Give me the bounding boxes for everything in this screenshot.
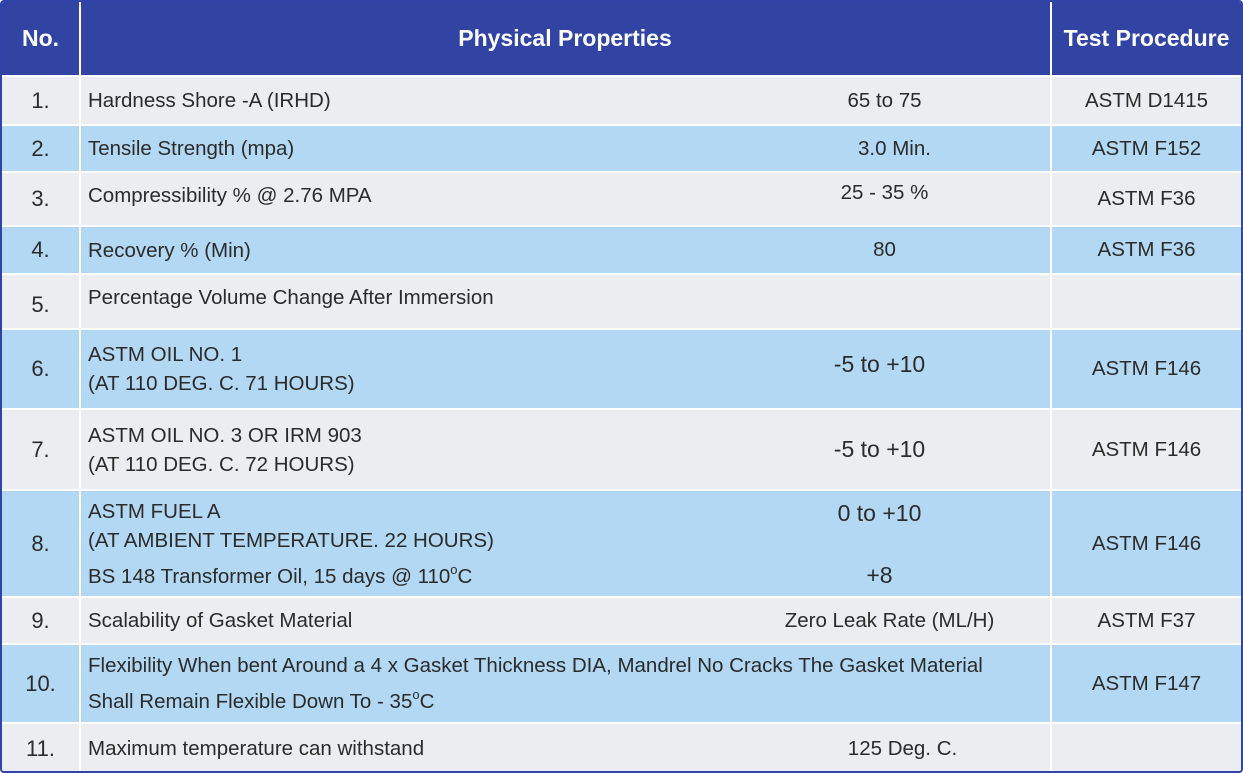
column-divider bbox=[79, 2, 81, 771]
property-line: ASTM FUEL A bbox=[88, 499, 221, 523]
property-line: (AT 110 DEG. C. 72 HOURS) bbox=[88, 452, 355, 476]
property-value-group bbox=[737, 491, 1022, 596]
test-procedure: ASTM F146 bbox=[1091, 357, 1202, 380]
table-row bbox=[2, 330, 1241, 408]
property-value: 25 - 35 % bbox=[840, 181, 929, 204]
property-line: (AT AMBIENT TEMPERATURE. 22 HOURS) bbox=[88, 528, 494, 552]
test-procedure: ASTM F146 bbox=[1091, 437, 1202, 461]
table-row bbox=[2, 645, 1241, 722]
property-value: 80 bbox=[873, 238, 896, 261]
header-physical-properties: Physical Properties bbox=[458, 25, 672, 51]
property-name: Recovery % (Min) bbox=[88, 238, 251, 262]
header-test-procedure: Test Procedure bbox=[1063, 25, 1230, 51]
table-row bbox=[2, 173, 1241, 225]
table-row bbox=[2, 126, 1241, 171]
row-number: 11. bbox=[26, 735, 55, 761]
table-row bbox=[2, 410, 1241, 489]
property-value: 125 Deg. C. bbox=[847, 736, 958, 760]
property-name: Compressibility % @ 2.76 MPA bbox=[88, 184, 372, 207]
row-number: 6. bbox=[31, 356, 50, 381]
property-name bbox=[81, 645, 1051, 722]
row-number: 9. bbox=[31, 607, 50, 633]
table-row bbox=[2, 598, 1241, 643]
property-value: -5 to +10 bbox=[833, 436, 926, 462]
test-procedure: ASTM D1415 bbox=[1084, 88, 1209, 112]
test-procedure: ASTM F37 bbox=[1097, 608, 1196, 632]
test-procedure: ASTM F146 bbox=[1091, 531, 1202, 555]
property-name: Tensile Strength (mpa) bbox=[88, 137, 295, 160]
header-no: No. bbox=[21, 25, 60, 51]
property-line: (AT 110 DEG. C. 71 HOURS) bbox=[88, 372, 355, 395]
property-name: Maximum temperature can withstand bbox=[88, 737, 425, 760]
test-procedure: ASTM F36 bbox=[1097, 187, 1196, 210]
table-row bbox=[2, 77, 1241, 124]
row-number: 2. bbox=[31, 135, 50, 161]
column-divider bbox=[1050, 2, 1052, 771]
test-procedure: ASTM F152 bbox=[1091, 136, 1202, 160]
property-line: BS 148 Transformer Oil, 15 days @ 110$^o$C bbox=[88, 561, 473, 588]
row-number: 8. bbox=[31, 530, 50, 556]
property-value: -5 to +10 bbox=[833, 350, 926, 377]
property-value: 3.0 Min. bbox=[858, 136, 931, 160]
row-number: 5. bbox=[31, 291, 50, 317]
property-name: Percentage Volume Change After Immersion bbox=[88, 286, 494, 309]
row-number: 3. bbox=[31, 186, 50, 211]
table-row bbox=[2, 724, 1241, 773]
property-line: ASTM OIL NO. 1 bbox=[88, 343, 243, 366]
property-value: Zero Leak Rate (ML/H) bbox=[784, 608, 995, 632]
test-procedure: ASTM F36 bbox=[1097, 238, 1196, 261]
test-procedure: ASTM F147 bbox=[1091, 671, 1202, 695]
table-header bbox=[2, 2, 1241, 75]
table-row bbox=[2, 491, 1241, 596]
property-value: 0 to +10 bbox=[837, 500, 922, 526]
table-row bbox=[2, 227, 1241, 273]
row-number: 4. bbox=[31, 237, 50, 262]
property-line: Flexibility When bent Around a 4 x Gasket Thickness DIA, Mandrel No Cracks The Gasket Material bbox=[88, 654, 983, 677]
property-name: Hardness Shore -A (IRHD) bbox=[88, 89, 331, 112]
row-number: 7. bbox=[31, 436, 50, 462]
table-row bbox=[2, 275, 1241, 328]
property-name: Scalability of Gasket Material bbox=[88, 609, 353, 632]
row-number: 10. bbox=[25, 670, 56, 696]
property-value: 65 to 75 bbox=[847, 88, 922, 112]
property-line: ASTM OIL NO. 3 OR IRM 903 bbox=[88, 423, 362, 447]
property-line: Shall Remain Flexible Down To - 35$^o$C bbox=[88, 687, 435, 713]
property-value-secondary: +8 bbox=[866, 562, 893, 588]
row-number: 1. bbox=[31, 87, 50, 113]
